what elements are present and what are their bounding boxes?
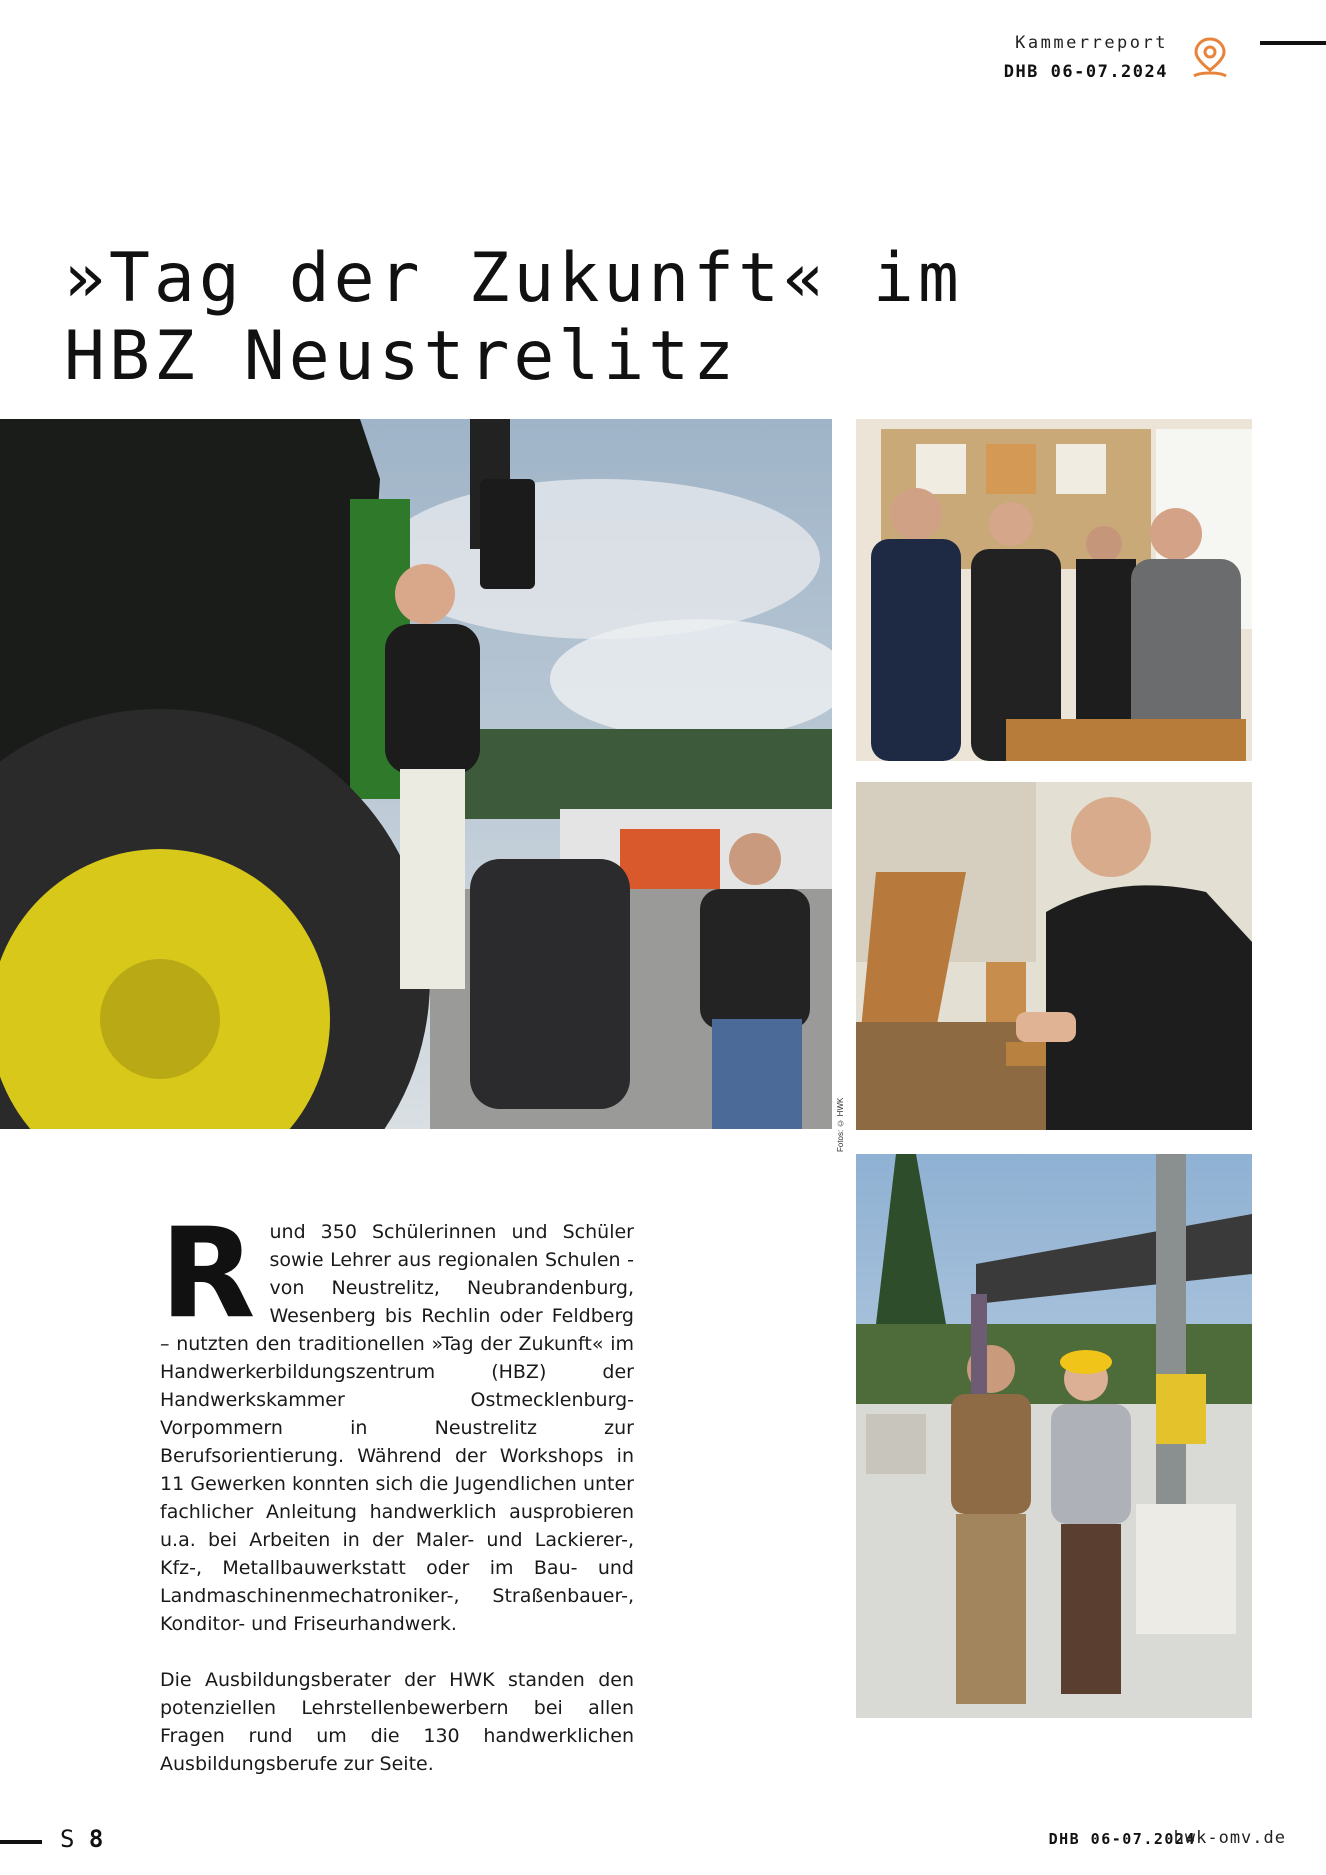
headline: [64, 240, 1064, 396]
header-rule: [1260, 41, 1326, 45]
drop-cap: R: [160, 1202, 256, 1346]
footer-rule: [0, 1840, 42, 1844]
page-number: [60, 1825, 103, 1853]
page-prefix: S: [60, 1825, 75, 1853]
location-pin-icon: [1190, 36, 1230, 80]
article-paragraph-1: und 350 Schülerinnen und Schüler sowie Lehrer aus regionalen Schulen - von Neustrelitz, Neubrandenburg, Wesenberg bis Rechlin oder Feldberg – nutzten den traditionellen »Tag der Zukunft« im Handwerkerbildungszentrum (HBZ) der Handwerkskammer Ostmecklenburg-Vorpommern in Neustrelitz zur Berufsorientierung. Während der Workshops in 11 Gewerken konnten sich die Jugendlichen unter fachlicher Anleitung handwerklich ausprobieren u.a. bei Arbeiten in der Maler- und Lackierer-, Kfz-, Metallbauwerkstatt oder im Bau- und Landmaschinenmechatroniker-, Straßenbauer-, Konditor- und Friseurhandwerk.: [160, 1221, 634, 1635]
photo-outdoor-crane: [856, 1154, 1252, 1718]
issue-label: DHB 06-07.2024: [1003, 62, 1168, 82]
footer-issue: DHB 06-07.2024: [1048, 1830, 1196, 1848]
section-label: Kammerreport: [1015, 33, 1168, 53]
article-paragraph-2: Die Ausbildungsberater der HWK standen den potenziellen Lehrstellenbewerbern bei allen Fragen rund um die 130 handwerklichen Ausbildungsberufe zur Seite.: [160, 1669, 634, 1775]
article-body: [160, 1202, 634, 1806]
headline-line-1: »Tag der Zukunft« im: [64, 239, 963, 318]
footer-website[interactable]: hwk-omv.de: [1173, 1828, 1286, 1848]
photo-woodwork: [856, 782, 1252, 1130]
photo-credit: Fotos: © HWK: [836, 1097, 845, 1152]
page-number-value: 8: [88, 1825, 104, 1853]
photo-workshop-group: [856, 419, 1252, 761]
photo-tractor: [0, 419, 832, 1129]
headline-line-2: HBZ Neustrelitz: [64, 317, 739, 396]
